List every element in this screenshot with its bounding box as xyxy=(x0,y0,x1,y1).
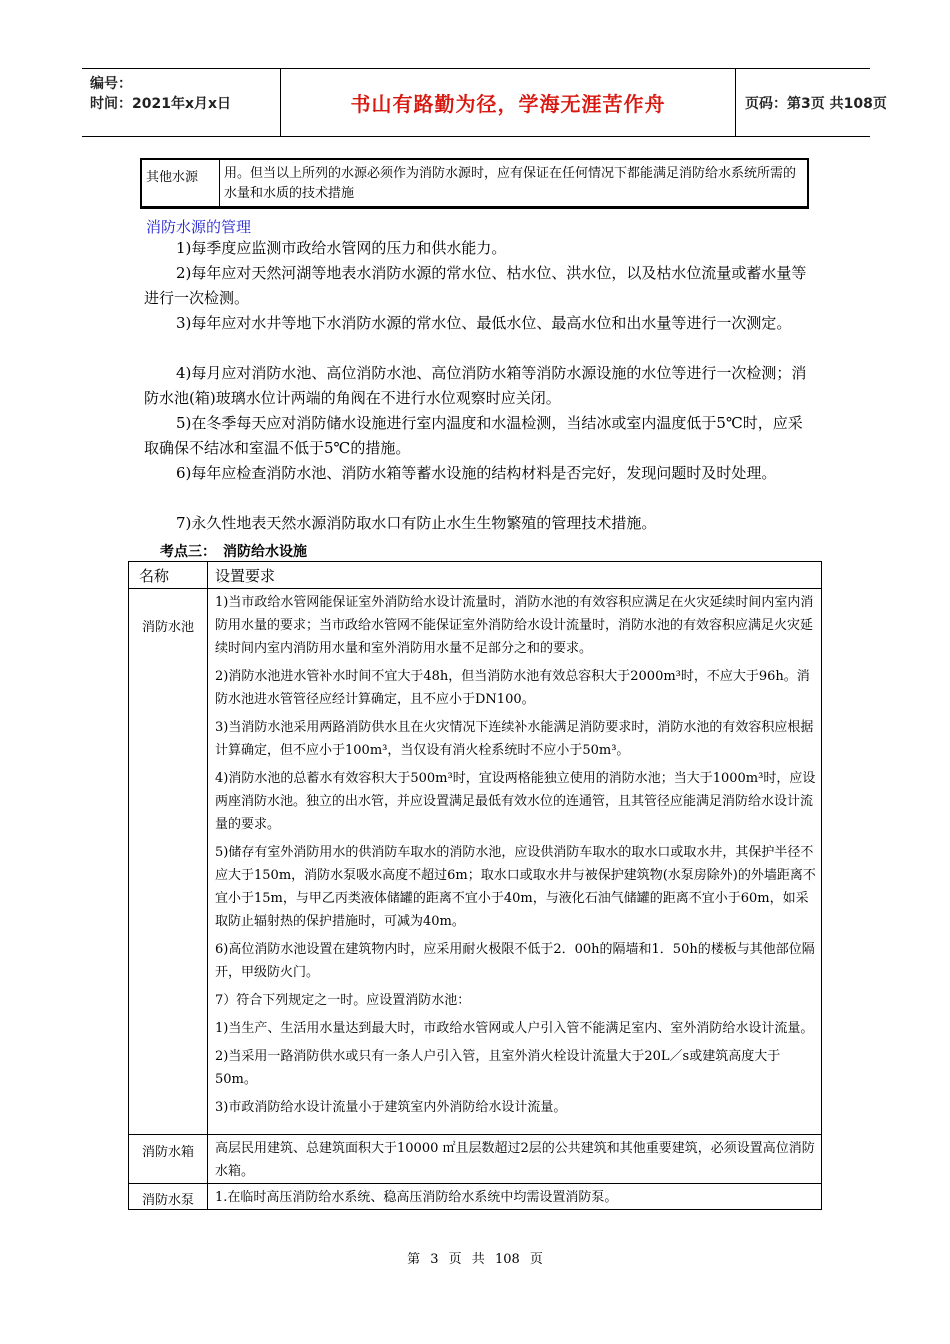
list-item: 3)当消防水池采用两路消防供水且在火灾情况下连续补水能满足消防要求时，消防水池的有效容积应根据计算确定，但不应小于100m³，当仅设有消火栓系统时不应小于50m³。 xyxy=(215,720,814,758)
paragraph: 3)每年应对水井等地下水消防水源的常水位、最低水位、最高水位和出水量等进行一次测定。 xyxy=(176,314,792,332)
pool-requirements xyxy=(215,591,817,1124)
section-title: 消防水源的管理 xyxy=(146,218,252,236)
col-name-header: 名称 xyxy=(139,567,170,585)
paragraph: 4)每月应对消防水池、高位消防水池、高位消防水箱等消防水源设施的水位等进行一次检测；消防水池(箱)玻璃水位计两端的角阀在不进行水位观察时应关闭。 xyxy=(144,364,807,407)
tank-requirements: 高层民用建筑、总建筑面积大于10000 ㎡且层数超过2层的公共建筑和其他重要建筑，必须设置高位消防水箱。 xyxy=(215,1141,815,1179)
header-meta xyxy=(82,69,280,136)
pump-requirements: 1.在临时高压消防给水系统、稳高压消防给水系统中均需设置消防泵。 xyxy=(215,1190,618,1205)
paragraph: 5)在冬季每天应对消防储水设施进行室内温度和水温检测，当结冰或室内温度低于5℃时，应采取确保不结冰和室温不低于5℃的措施。 xyxy=(144,414,803,457)
col-req-header: 设置要求 xyxy=(215,567,276,585)
paragraph: 1)每季度应监测市政给水管网的压力和供水能力。 xyxy=(176,239,507,257)
other-water-source-text: 用。但当以上所列的水源必须作为消防水源时，应有保证在任何情况下都能满足消防给水系统所需的水量和水质的技术措施 xyxy=(224,166,797,201)
list-item: 3)市政消防给水设计流量小于建筑室内外消防给水设计流量。 xyxy=(215,1100,567,1115)
paragraph: 2)每年应对天然河湖等地表水消防水源的常水位、枯水位、洪水位，以及枯水位流量或蓄水量等进行一次检测。 xyxy=(144,264,807,307)
list-item: 4)消防水池的总蓄水有效容积大于500m³时，宜设两格能独立使用的消防水池；当大于1000m³时，应设两座消防水池。独立的出水管，并应设置满足最低有效水位的连通管，且其管径应能满足消防给水设计流量的要求。 xyxy=(215,771,816,832)
page-footer: 第 3 页 共 108 页 xyxy=(407,1252,543,1267)
other-water-source-name: 其他水源 xyxy=(142,160,220,206)
kaodian-heading: 考点三： 消防给水设施 xyxy=(160,544,307,560)
paragraph: 7)永久性地表天然水源消防取水口有防止水生生物繁殖的管理技术措施。 xyxy=(176,514,657,532)
list-item: 7）符合下列规定之一时。应设置消防水池： xyxy=(215,993,471,1008)
motto: 书山有路勤为径，学海无涯苦作舟 xyxy=(350,92,666,116)
page-number: 3 xyxy=(430,1252,439,1267)
paragraph: 6)每年应检查消防水池、消防水箱等蓄水设施的结构材料是否完好，发现问题时及时处理。 xyxy=(176,464,777,482)
other-water-source-table xyxy=(140,158,809,209)
time-label: 时间：2021年x月x日 xyxy=(90,96,232,112)
total-pages: 108 xyxy=(494,1252,520,1267)
page-label: 页码：第3页 共108页 xyxy=(745,95,887,112)
pool-name: 消防水池 xyxy=(141,620,194,635)
list-item: 6)高位消防水池设置在建筑物内时，应采用耐火极限不低于2．00h的隔墙和1．50h的楼板与其他部位隔开，甲级防火门。 xyxy=(215,942,815,980)
tank-name: 消防水箱 xyxy=(141,1145,194,1160)
facilities-table xyxy=(128,561,822,1210)
page-header xyxy=(82,68,887,137)
list-item: 2)当采用一路消防供水或只有一条人户引入管，且室外消火栓设计流量大于20L／s或建筑高度大于50m。 xyxy=(215,1049,781,1087)
list-item: 1)当市政给水管网能保证室外消防给水设计流量时，消防水池的有效容积应满足在火灾延续时间内室内消防用水量的要求；当市政给水管网不能保证室外消防给水设计流量时，消防水池的有效容积应满足火灾延续时间内室内消防用水量和室外消防用水量不足部分之和的要求。 xyxy=(215,595,814,656)
list-item: 2)消防水池进水管补水时间不宜大于48h，但当消防水池有效总容积大于2000m³时，不应大于96h。消防水池进水管管径应经计算确定，且不应小于DN100。 xyxy=(215,669,810,707)
header-page-cell xyxy=(735,69,887,136)
list-item: 1)当生产、生活用水量达到最大时，市政给水管网或人户引入管不能满足室内、室外消防给水设计流量。 xyxy=(215,1021,814,1036)
pump-name: 消防水泵 xyxy=(141,1193,194,1208)
header-motto-cell xyxy=(280,69,736,136)
number-label: 编号： xyxy=(90,76,132,92)
list-item: 5)储存有室外消防用水的供消防车取水的消防水池，应设供消防车取水的取水口或取水井，其保护半径不应大于150m，消防水泵吸水高度不超过6m；取水口或取水井与被保护建筑物(水泵房除外)的外墙距离不宜小于15m，与甲乙丙类液体储罐的距离不宜小于40m，与液化石油气储罐的距离不宜小于60m，如采取防止辐射热的保护措施时，可减为40m。 xyxy=(215,845,816,929)
